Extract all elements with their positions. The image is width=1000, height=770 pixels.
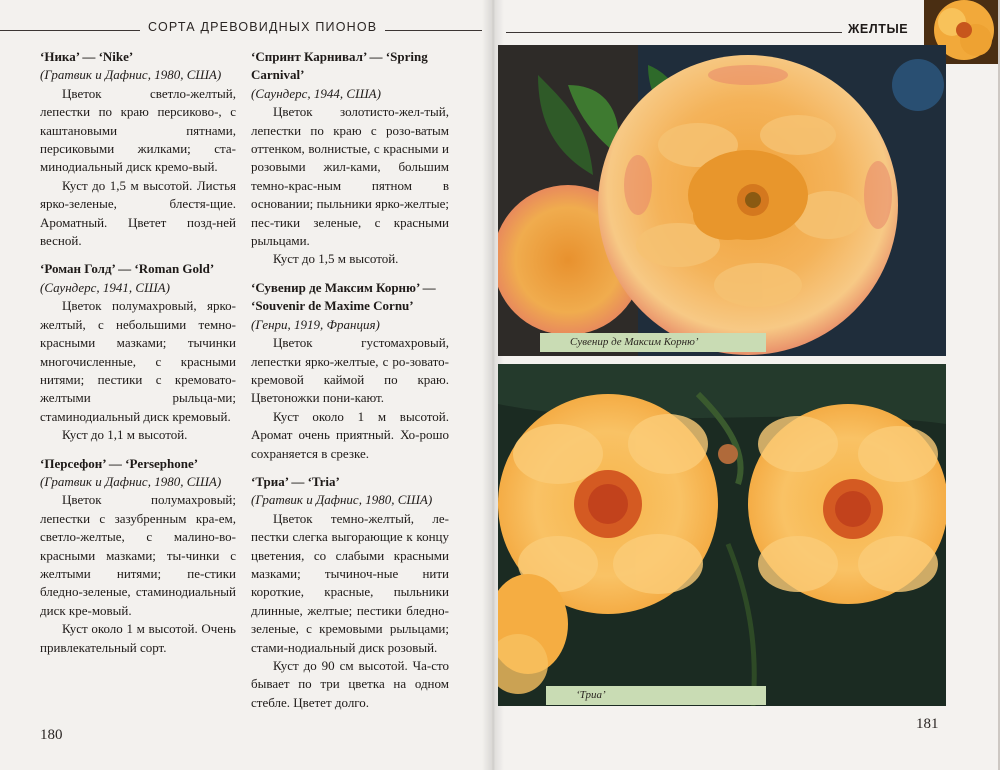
variety-description: Цветок полумахровый, ярко-желтый, с небольшими темно-красными мазками; тычинки многочисленные, с красными нитями; пестики с кремовато-желтыми рыльца-ми; стаминодиальный диск кремовый. bbox=[40, 298, 236, 424]
left-running-header bbox=[0, 18, 482, 42]
variety-origin: (Генри, 1919, Франция) bbox=[251, 316, 380, 332]
right-header-title: ЖЕЛТЫЕ bbox=[848, 22, 909, 36]
photo-tria bbox=[498, 364, 946, 706]
variety-entry bbox=[251, 279, 449, 463]
variety-name: ‘Персефон’ — ‘Persephone’ bbox=[40, 455, 199, 471]
variety-description: Куст около 1 м высотой. Аромат очень приятный. Хо-рошо сохраняется в срезке. bbox=[251, 408, 449, 461]
variety-entry bbox=[251, 48, 449, 269]
photo-caption: ‘Триа’ bbox=[546, 686, 766, 705]
variety-description: Куст до 1,5 м высотой. bbox=[273, 251, 399, 267]
variety-name: ‘Роман Голд’ — ‘Roman Gold’ bbox=[40, 261, 215, 277]
variety-origin: (Гратвик и Дафнис, 1980, США) bbox=[40, 67, 222, 83]
variety-origin: (Гратвик и Дафнис, 1980, США) bbox=[40, 473, 222, 489]
header-rule bbox=[506, 32, 842, 33]
variety-description: Куст до 1,1 м высотой. bbox=[62, 427, 188, 443]
variety-description: Куст до 1,5 м высотой. Листья ярко-зеленые, блестя-щие. Ароматный. Цветет позд-ней весной. bbox=[40, 177, 236, 249]
variety-entry bbox=[40, 455, 236, 657]
variety-entry bbox=[40, 260, 236, 444]
left-page-number: 180 bbox=[40, 727, 63, 743]
photo-souvenir-de-maxime-cornu bbox=[498, 45, 946, 356]
right-page-number: 181 bbox=[916, 716, 939, 732]
photo-caption: Сувенир де Максим Корню’ bbox=[540, 333, 766, 352]
variety-description: Цветок темно-желтый, ле-пестки слегка выгорающие к концу цветения, со слабыми красными мазками; тычиноч-ные нити короткие, красные, пыльники длинные, желтые; пестики бледно-зеленые, с кремовыми рыльцами; стами-нодиальный диск розовый. bbox=[251, 510, 449, 655]
variety-description: Цветок золотисто-жел-тый, лепестки по краю с розо-ватым оттенком, волнистые, с красными и розовыми жил-ками, большим темно-крас-ным пятном в основании; пыльники ярко-желтые; пес-тики зеленые, с красными рыльцами. bbox=[251, 104, 449, 249]
variety-description: Цветок светло-желтый, лепестки по краю персиково-, с каштановыми пятнами, персиковыми жилками; ста-минодиальный диск кремо-вый. bbox=[40, 85, 236, 175]
variety-name: ‘Триа’ — ‘Tria’ bbox=[251, 473, 340, 489]
variety-origin: (Гратвик и Дафнис, 1980, США) bbox=[251, 492, 433, 508]
variety-description: Цветок густомахровый, лепестки ярко-желтые, с ро-зовато-кремовой каймой по краю. Цветоножки пони-кают. bbox=[251, 335, 449, 406]
variety-description: Куст до 90 см высотой. Ча-сто бывает по три цветка на одном стебле. Цветет долго. bbox=[251, 658, 449, 710]
variety-description: Цветок полумахровый; лепестки с зазубренным кра-ем, светло-желтые, с малино-во-красными мазками; ты-чинки с желтыми нитями; пе-стики бледно-зеленые, стаминодиальный диск кре-мовый. bbox=[40, 492, 236, 618]
text-column-2 bbox=[251, 48, 449, 722]
variety-origin: (Саундерс, 1941, США) bbox=[40, 279, 170, 295]
variety-name: ‘Спринт Карнивал’ — ‘Spring Carnival’ bbox=[251, 49, 428, 83]
variety-description: Куст около 1 м высотой. Очень привлекательный сорт. bbox=[40, 621, 236, 655]
variety-origin: (Саундерс, 1944, США) bbox=[251, 85, 381, 101]
variety-name: ‘Сувенир де Максим Корню’ — ‘Souvenir de Maxime Cornu’ bbox=[251, 279, 436, 314]
variety-name: ‘Ника’ — ‘Nike’ bbox=[40, 49, 134, 64]
variety-entry bbox=[251, 473, 449, 712]
text-column-1 bbox=[40, 48, 236, 667]
left-header-title: СОРТА ДРЕВОВИДНЫХ ПИОНОВ bbox=[140, 20, 385, 34]
variety-entry bbox=[40, 48, 236, 250]
left-page bbox=[0, 0, 492, 770]
